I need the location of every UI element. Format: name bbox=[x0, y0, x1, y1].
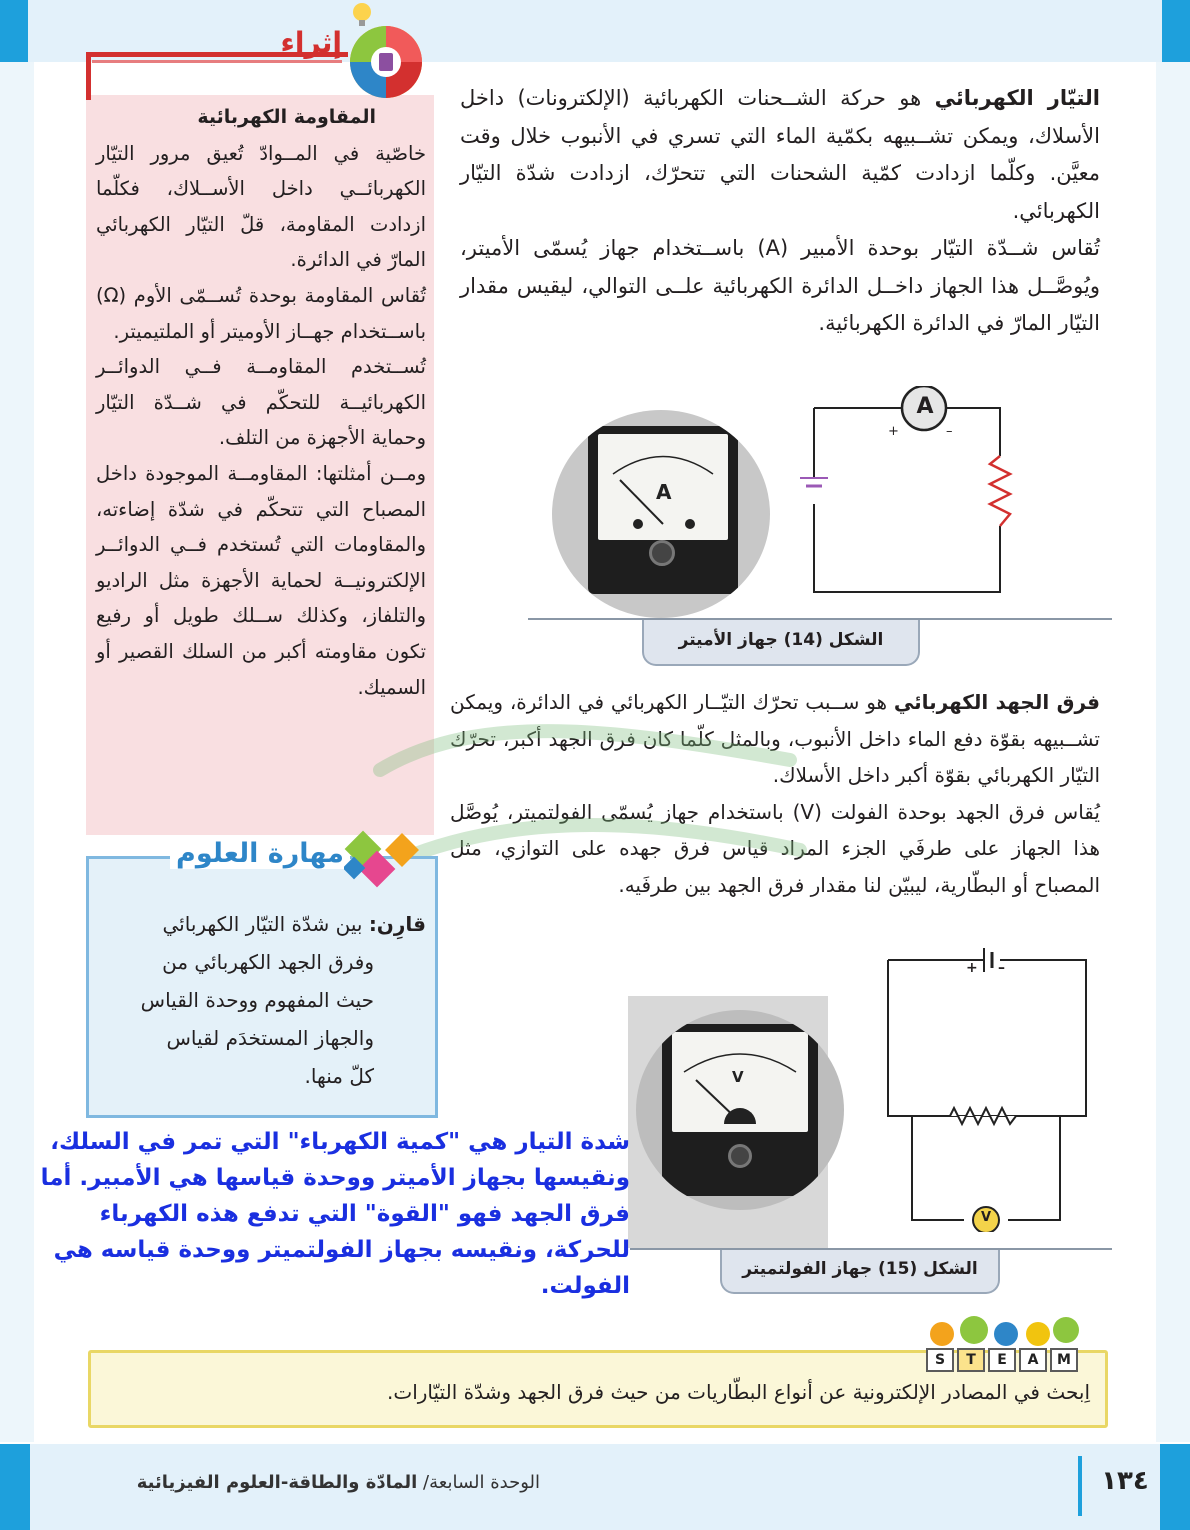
enrichment-icon bbox=[340, 0, 432, 102]
voltage-term: فرق الجهد الكهربائي bbox=[893, 690, 1100, 714]
current-section bbox=[460, 80, 1100, 343]
skill-line: والجهاز المستخدَم لقياس bbox=[166, 1026, 374, 1050]
enrichment-paragraph: ومــن أمثلتها: المقاومــة الموجودة داخل المصباح التي تتحكّم في شدّة إضاءته، والمقاومات التي تُستخدم فــي الدوائــر الإلكترونيــة لحماية الأجهزة مثل الراديو والتلفاز، وكذلك ســلك طويل أو رفيع تكون مقاومته أكبر من السلك القصير أو السميك. bbox=[96, 461, 426, 699]
page-number: ١٣٤ bbox=[1101, 1466, 1149, 1496]
skill-line: حيث المفهوم ووحدة القياس bbox=[140, 988, 374, 1012]
voltage-definition-text: هو ســبب تحرّك التيّــار الكهربائي في الدائرة، ويمكن تشــبيهه بقوّة دفع الماء داخل الأنبوب، وبالمثل كلّما كان فرق الجهد أكبر، تحرّك التيّار الكهربائي بقوّة أكبر داخل الأسلاك. bbox=[450, 690, 1100, 787]
footer-unit-prefix: الوحدة السابعة/ bbox=[417, 1472, 540, 1493]
enrichment-frame-inner bbox=[92, 60, 342, 63]
steam-icons bbox=[926, 1304, 1082, 1350]
footer-separator bbox=[1078, 1456, 1082, 1516]
skill-line: بين شدّة التيّار الكهربائي bbox=[162, 912, 363, 936]
compare-label: قارِن: bbox=[368, 912, 426, 936]
enrichment-heading: المقاومة الكهربائية bbox=[197, 106, 376, 128]
puzzle-icon bbox=[344, 826, 432, 892]
footer-unit bbox=[100, 1472, 540, 1493]
current-measure: تُقاس شــدّة التيّار بوحدة الأمبير (A) باســتخدام جهاز يُسمّى الأميتر، ويُوصَّــل هذا الجهاز داخــل الدائرة الكهربائية علــى التوالي، ليقيس مقدار التيّار المارّ في الدائرة الكهربائية. bbox=[460, 236, 1100, 335]
science-skill-title: مهارة العلوم bbox=[170, 838, 350, 869]
current-term: التيّار الكهربائي bbox=[934, 86, 1100, 110]
voltmeter-photo bbox=[636, 1010, 844, 1210]
top-edge-left bbox=[0, 0, 28, 62]
enrichment-title: إثراء bbox=[280, 26, 342, 59]
voltage-measure: يُقاس فرق الجهد بوحدة الفولت (V) باستخدام جهاز يُسمّى الفولتميتر، يُوصَّل هذا الجهاز على طرفَي الجزء المراد قياس فرق جهده على التوازي، مثل المصباح أو البطّارية، ليبيّن لنا مقدار فرق الجهد بين طرفَيه. bbox=[450, 799, 1100, 897]
enrichment-paragraph: خاصّية في المــوادّ تُعيق مرور التيّار الكهربائــي داخل الأســلاك، فكلّما ازدادت المقاومة، قلّ التيّار الكهربائي المارّ في الدائرة. bbox=[96, 141, 426, 272]
voltmeter-minus: – bbox=[998, 960, 1005, 976]
steam-task: اِبحث في المصادر الإلكترونية عن أنواع البطّاريات من حيث فرق الجهد وشدّة التيّارات. bbox=[387, 1380, 1090, 1404]
footer-unit-title: المادّة والطاقة-العلوم الفيزيائية bbox=[136, 1472, 418, 1493]
steam-tile-t: T bbox=[957, 1348, 985, 1372]
current-definition bbox=[460, 80, 1100, 230]
steam-tiles bbox=[926, 1304, 1082, 1374]
figure15-caption: الشكل (15) جهاز الفولتميتر bbox=[720, 1250, 1000, 1294]
figure14-caption: الشكل (14) جهاز الأميتر bbox=[642, 620, 920, 666]
ammeter-knob bbox=[649, 540, 675, 566]
footer-edge-left bbox=[0, 1444, 30, 1530]
skill-line: كلّ منها. bbox=[304, 1064, 374, 1088]
ammeter-circuit-symbol: A bbox=[916, 394, 934, 419]
skill-line: وفرق الجهد الكهربائي من bbox=[162, 950, 374, 974]
side-strip-right bbox=[1156, 62, 1190, 1442]
steam-tile-e: E bbox=[988, 1348, 1016, 1372]
steam-tile-a: A bbox=[1019, 1348, 1047, 1372]
footer-edge-right bbox=[1160, 1444, 1190, 1530]
enrichment-paragraph: تُســتخدم المقاومــة فــي الدوائــر الكهربائيــة للتحكّم في شــدّة التيّار وحماية الأجهزة من التلف. bbox=[96, 355, 426, 450]
voltmeter-circuit-symbol: V bbox=[980, 1210, 992, 1225]
ammeter-photo bbox=[552, 410, 770, 618]
steam-tile-s: S bbox=[926, 1348, 954, 1372]
enrichment-text bbox=[96, 100, 426, 705]
voltmeter-plus: + bbox=[966, 960, 978, 976]
voltmeter-knob bbox=[728, 1144, 752, 1168]
voltmeter-symbol: V bbox=[732, 1068, 744, 1086]
steam-tile-m: M bbox=[1050, 1348, 1078, 1372]
ammeter-minus: – bbox=[946, 424, 953, 439]
voltmeter-circuit bbox=[880, 940, 1120, 1232]
enrichment-paragraph: تُقاس المقاومة بوحدة تُســمّى الأوم (Ω) باســتخدام جهــاز الأوميتر أو الملتيميتر. bbox=[96, 283, 426, 343]
ammeter-circuit bbox=[790, 386, 1020, 612]
ammeter-plus: + bbox=[888, 424, 899, 439]
summary-note: شدة التيار هي "كمية الكهرباء" التي تمر في السلك، ونقيسها بجهاز الأميتر ووحدة قياسها هي الأمبير. أما فرق الجهد فهو "القوة" التي تدفع هذه الكهرباء للحركة، ونقيسه بجهاز الفولتميتر ووحدة قياسه هي الفولت. bbox=[40, 1129, 630, 1299]
top-edge-right bbox=[1162, 0, 1190, 62]
science-skill-text bbox=[96, 905, 426, 1095]
current-definition-text: هو حركة الشــحنات الكهربائية (الإلكترونات) داخل الأسلاك، ويمكن تشــبيهه بكمّية الماء التي تسري في الأنبوب خلال وقت معيَّن. وكلّما ازدادت كمّية الشحنات التي تتحرّك، ازدادت شدّة التيّار الكهربائي. bbox=[460, 86, 1100, 223]
ammeter-symbol: A bbox=[656, 480, 672, 504]
enrichment-frame-side bbox=[86, 52, 91, 100]
